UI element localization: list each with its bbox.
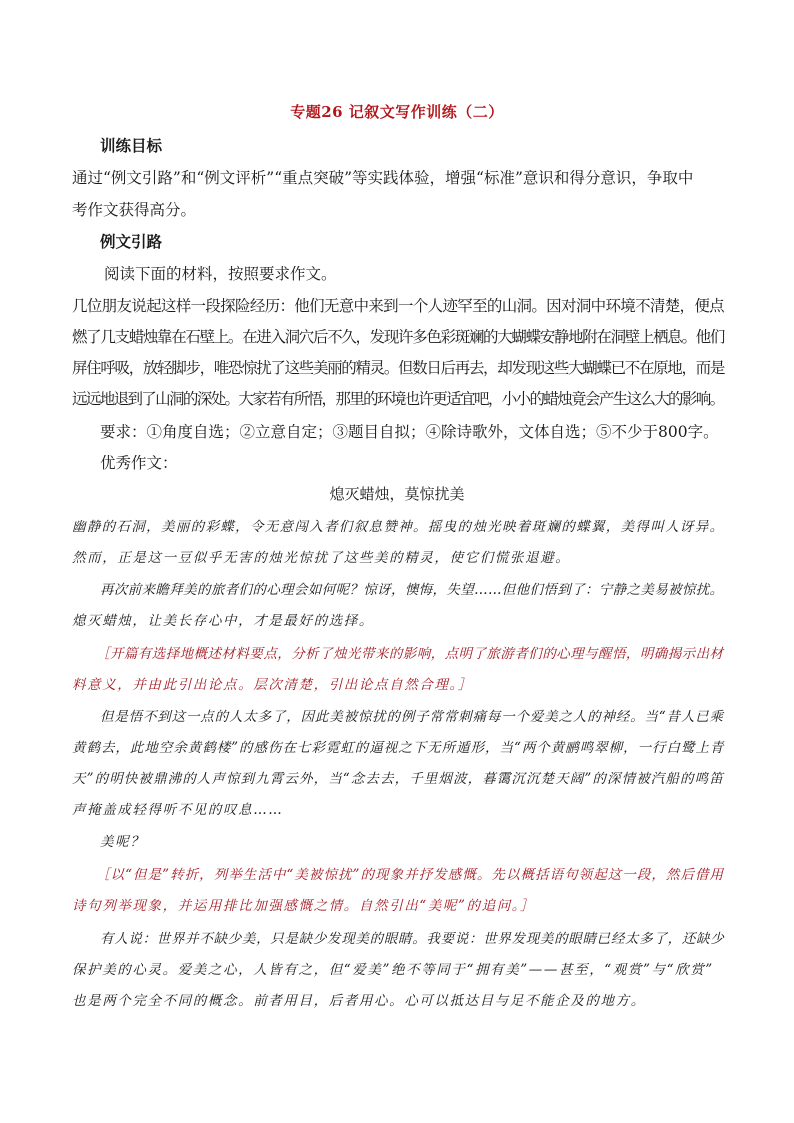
- essay-p2-line-1: 再次前来瞻拜美的旅者们的心理会如何呢？惊讶，懊悔，失望……但他们悟到了：宁静之美易被惊扰。: [100, 582, 724, 598]
- essay-p3-line-3: 天”的明快被鼎沸的人声惊到九霄云外，当“念去去，千里烟波，暮霭沉沉楚天阔”的深情被汽船的鸣笛: [72, 771, 724, 787]
- goal-line-2: 考作文获得高分。: [72, 201, 197, 219]
- section-heading-goal: 训练目标: [100, 136, 163, 155]
- section-heading-example: 例文引路: [100, 232, 163, 251]
- material-line-4: 远远地退到了山洞的深处。大家若有所悟，那里的环境也许更适宜吧，小小的蜡烛竟会产生这么大的影响。: [72, 390, 724, 408]
- essay-title: 熄灭蜡烛，莫惊扰美: [329, 485, 465, 503]
- comment-1-line-2: 料意义，并由此引出论点。层次清楚，引出论点自然合理。］: [72, 677, 473, 693]
- document-title: 专题26 记叙文写作训练（二）: [290, 103, 504, 121]
- material-line-2: 燃了几支蜡烛靠在石壁上。在进入洞穴后不久，发现许多色彩斑斓的大蝴蝶安静地附在洞壁上栖息。他们: [72, 328, 725, 346]
- comment-2-line-1: ［以“但是”转折，列举生活中“美被惊扰”的现象并抒发感慨。先以概括语句领起这一段，然后借用: [96, 867, 725, 883]
- essay-p2-line-2: 熄灭蜡烛，让美长存心中，才是最好的选择。: [72, 613, 374, 629]
- essay-p5-line-1: 有人说：世界并不缺少美，只是缺少发现美的眼睛。我要说：世界发现美的眼睛已经太多了，还缺少: [100, 931, 725, 947]
- goal-line-1: 通过“例文引路”和“例文评析”“重点突破”等实践体验，增强“标准”意识和得分意识，争取中: [72, 169, 694, 187]
- instruction-line: 阅读下面的材料，按照要求作文。: [104, 265, 337, 283]
- requirements-line: 要求：①角度自选；②立意自定；③题目自拟；④除诗歌外，文体自选；⑤不少于800字。: [100, 423, 719, 441]
- essay-p3-line-2: 黄鹤去，此地空余黄鹤楼”的感伤在七彩霓虹的逼视之下无所遁形，当“两个黄鹂鸣翠柳，一行白鹭上青: [72, 740, 725, 756]
- essay-p3-line-1: 但是悟不到这一点的人太多了，因此美被惊扰的例子常常刺痛每一个爱美之人的神经。当“昔人已乘: [100, 709, 724, 725]
- comment-2-line-2: 诗句列举现象，并运用排比加强感慨之情。自然引出“美呢”的追问。］: [72, 898, 536, 914]
- comment-1-line-1: ［开篇有选择地概述材料要点，分析了烛光带来的影响，点明了旅游者们的心理与醒悟，明确揭示出材: [96, 646, 724, 662]
- essay-p3-line-4: 声掩盖成轻得听不见的叹息……: [72, 802, 284, 818]
- excellent-essay-label: 优秀作文：: [100, 454, 178, 472]
- essay-p1-line-1: 幽静的石洞，美丽的彩蝶，令无意闯入者们叙息赞神。摇曳的烛光映着斑斓的蝶翼，美得叫人讶异。: [72, 519, 725, 535]
- material-line-1: 几位朋友说起这样一段探险经历：他们无意中来到一个人迹罕至的山洞。因对洞中环境不清楚，便点: [72, 297, 725, 315]
- material-line-3: 屏住呼吸，放轻脚步，唯恐惊扰了这些美丽的精灵。但数日后再去，却发现这些大蝴蝶已不在原地，而是: [72, 359, 725, 377]
- essay-p1-line-2: 然而，正是这一豆似乎无害的烛光惊扰了这些美的精灵，使它们慌张退避。: [72, 550, 571, 566]
- essay-p4-line: 美呢？: [100, 834, 146, 850]
- essay-p5-line-2: 保护美的心灵。爱美之心，人皆有之，但“爱美”绝不等同于“拥有美”——甚至，“观赏”与“欣赏”: [72, 962, 714, 978]
- essay-p5-line-3: 也是两个完全不同的概念。前者用目，后者用心。心可以抵达目与足不能企及的地方。: [72, 993, 646, 1009]
